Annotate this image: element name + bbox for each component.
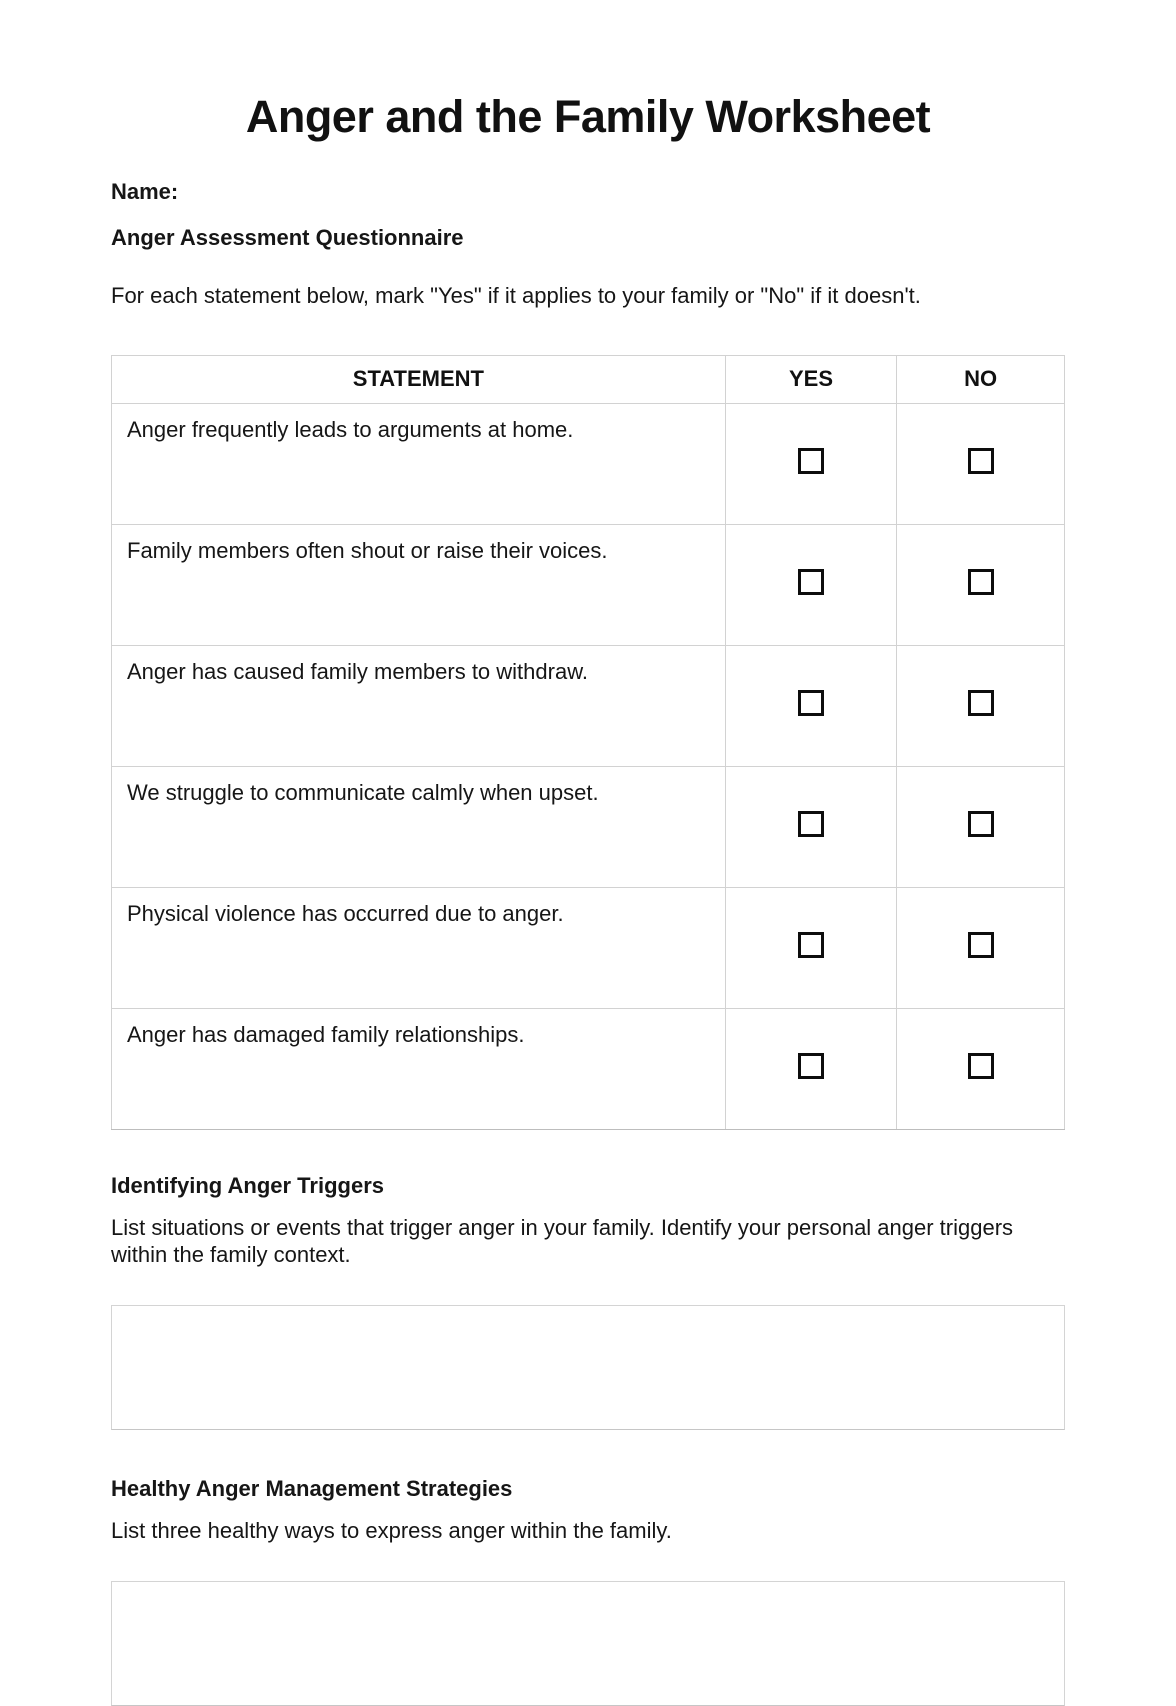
yes-checkbox[interactable]: [798, 690, 824, 716]
statement-text: Anger frequently leads to arguments at home.: [112, 403, 726, 524]
questionnaire-instructions: For each statement below, mark "Yes" if it applies to your family or "No" if it doesn't.: [111, 282, 921, 308]
no-checkbox[interactable]: [968, 690, 994, 716]
statement-text: Physical violence has occurred due to anger.: [112, 887, 726, 1008]
yes-column-header: YES: [725, 355, 897, 403]
statement-text: Family members often shout or raise their voices.: [112, 524, 726, 645]
anger-triggers-input[interactable]: [111, 1305, 1065, 1430]
questionnaire-heading: Anger Assessment Questionnaire: [111, 224, 464, 250]
yes-checkbox[interactable]: [798, 811, 824, 837]
statement-text: We struggle to communicate calmly when upset.: [112, 766, 726, 887]
name-label: Name:: [111, 178, 179, 204]
no-checkbox[interactable]: [968, 1053, 994, 1079]
table-row: [112, 766, 1065, 887]
management-strategies-heading: Healthy Anger Management Strategies: [111, 1475, 513, 1501]
table-header-row: [112, 355, 1065, 403]
anger-triggers-section: [111, 1172, 1065, 1430]
anger-triggers-heading: Identifying Anger Triggers: [111, 1172, 384, 1198]
table-row: [112, 403, 1065, 524]
no-checkbox[interactable]: [968, 569, 994, 595]
table-row: [112, 524, 1065, 645]
statement-text: Anger has damaged family relationships.: [112, 1008, 726, 1129]
table-row: [112, 887, 1065, 1008]
assessment-table: [111, 355, 1065, 1130]
no-checkbox[interactable]: [968, 932, 994, 958]
management-strategies-description: List three healthy ways to express anger within the family.: [111, 1517, 672, 1543]
page-title: Anger and the Family Worksheet: [245, 91, 931, 142]
statement-column-header: STATEMENT: [112, 355, 726, 403]
yes-checkbox[interactable]: [798, 1053, 824, 1079]
management-strategies-section: [111, 1475, 1065, 1706]
anger-triggers-description: List situations or events that trigger anger in your family. Identify your personal anger triggers within the family context.: [111, 1214, 1014, 1267]
no-checkbox[interactable]: [968, 448, 994, 474]
management-strategies-input[interactable]: [111, 1581, 1065, 1706]
yes-checkbox[interactable]: [798, 932, 824, 958]
table-row: [112, 1008, 1065, 1129]
statement-text: Anger has caused family members to withdraw.: [112, 645, 726, 766]
table-row: [112, 645, 1065, 766]
no-checkbox[interactable]: [968, 811, 994, 837]
yes-checkbox[interactable]: [798, 569, 824, 595]
no-column-header: NO: [897, 355, 1065, 403]
yes-checkbox[interactable]: [798, 448, 824, 474]
